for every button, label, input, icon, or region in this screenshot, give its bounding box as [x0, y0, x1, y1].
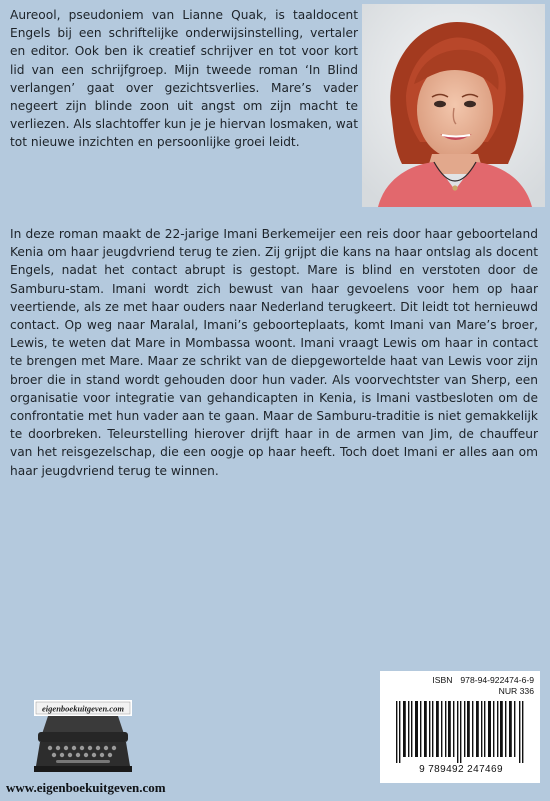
isbn-label: ISBN: [432, 675, 453, 685]
barcode-bars: [394, 701, 528, 763]
isbn-number: 978-94-922474-6-9: [460, 675, 534, 685]
barcode-digits: 9 789492 247469: [419, 764, 503, 775]
author-portrait: [362, 4, 545, 207]
author-bio: Aureool, pseudoniem van Lianne Quak, is taaldocent Engels bij een schriftelijke onderwijsinstelling, vertaler en editor. Ook ben ik creatief schrijver en tot voor kort lid van een schrijfgroep. Mijn tweede roman ‘In Blind verlangen’ gaat over gezichtsverlies. Mare’s vader negeert zijn blinde zoon uit angst om zijn macht te verliezen. Als slachtoffer kun je je hiervan losmaken, wat tot nieuwe inzichten en persoonlijke groei leidt.: [10, 8, 358, 150]
book-synopsis: In deze roman maakt de 22-jarige Imani Berkemeijer een reis door haar geboorteland Kenia om haar jeugdvriend terug te zien. Zij grijpt die kans na haar ontslag als docent Engels, nadat het contact abrupt is gestopt. Mare is blind en verstoten door de Samburu-stam. Imani wordt zich bewust van haar gevoelens voor hem op haar veertiende, als ze met haar ouders naar Nederland terugkeert. Dit leidt tot hernieuwd contact. Op weg naar Maralal, Imani’s geboorteplaats, komt Imani van Mare’s broer, Lewis, te weten dat Mare in Mombassa woont. Imani vraagt Lewis om haar in contact te brengen met Mare. Maar ze schrikt van de diepgewortelde haat van Lewis voor zijn broer die in stand wordt gehouden door hun vader. Als voorvechtster van Sherp, een organisatie voor integratie van gehandicapten in Kenia, is Imani vastbesloten om de confrontatie met hun vader aan te gaan. Maar de Samburu-traditie is niet gemakkelijk te doorbreken. Teleurstelling hierover drijft haar in de armen van Jim, de chauffeur van het reisgezelschap, die een oogje op haar heeft. Toch doet Imani er alles aan om haar jeugdvriend terug te winnen.: [10, 227, 538, 478]
isbn-barcode-box: [380, 671, 540, 783]
nur-code: NUR 336: [498, 686, 534, 696]
publisher-url: www.eigenboekuitgeven.com: [6, 780, 166, 795]
isbn-info: [392, 675, 534, 697]
publisher-logo: [34, 700, 132, 772]
logo-text: eigenboekuitgeven.com: [42, 703, 124, 714]
